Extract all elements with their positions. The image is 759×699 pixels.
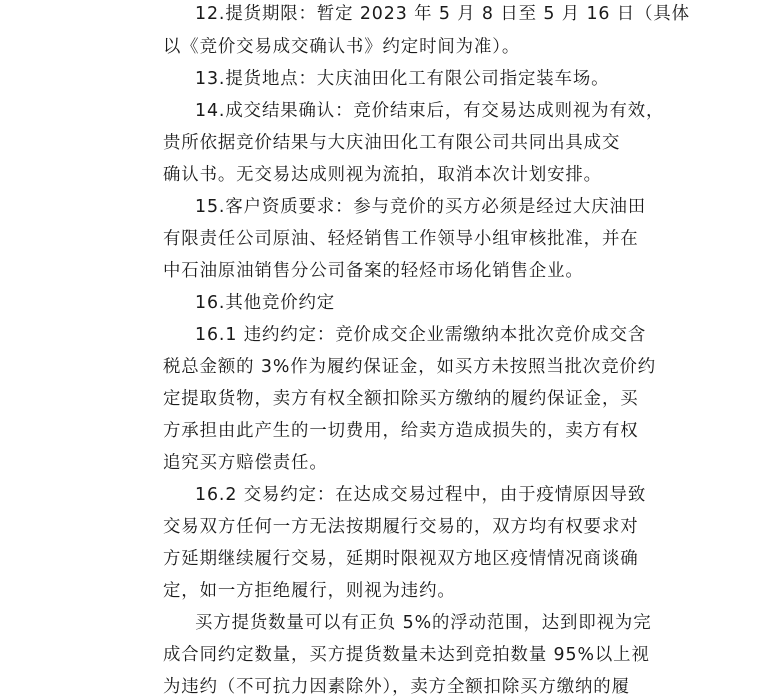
text-line: 中石油原油销售分公司备案的轻烃市场化销售企业。 [163,261,584,281]
text-line: 买方提货数量可以有正负 5%的浮动范围，达到即视为完 [195,613,652,633]
text-line: 15.客户资质要求：参与竞价的买方必须是经过大庆油田 [195,197,647,217]
text-line: 以《竞价交易成交确认书》约定时间为准）。 [163,37,521,57]
text-line: 有限责任公司原油、轻烃销售工作领导小组审核批准，并在 [163,229,639,249]
text-line: 确认书。无交易达成则视为流拍，取消本次计划安排。 [163,165,602,185]
text-line: 14.成交结果确认：竞价结束后，有交易达成则视为有效， [195,101,665,121]
text-line: 12.提货期限：暂定 2023 年 5 月 8 日至 5 月 16 日（具体 [195,4,690,24]
text-line: 追究买方赔偿责任。 [163,453,328,473]
text-line: 交易双方任何一方无法按期履行交易的，双方均有权要求对 [163,517,639,537]
text-line: 定提取货物，卖方有权全额扣除买方缴纳的履约保证金，买 [163,389,639,409]
text-line: 16.2 交易约定：在达成交易过程中，由于疫情原因导致 [195,485,647,505]
text-line: 成合同约定数量，买方提货数量未达到竞拍数量 95%以上视 [163,645,650,665]
text-line: 定，如一方拒绝履行，则视为违约。 [163,581,456,601]
text-line: 方承担由此产生的一切费用，给卖方造成损失的，卖方有权 [163,421,639,441]
text-line: 16.其他竞价约定 [195,293,336,313]
text-line: 方延期继续履行交易，延期时限视双方地区疫情情况商谈确 [163,549,639,569]
text-line: 为违约（不可抗力因素除外），卖方全额扣除买方缴纳的履 [163,677,630,697]
text-line: 税总金额的 3%作为履约保证金，如买方未按照当批次竞价约 [163,357,657,377]
text-line: 贵所依据竞价结果与大庆油田化工有限公司共同出具成交 [163,133,621,153]
text-line: 16.1 违约约定：竞价成交企业需缴纳本批次竞价成交含 [195,325,647,345]
text-line: 13.提货地点：大庆油田化工有限公司指定装车场。 [195,69,610,89]
